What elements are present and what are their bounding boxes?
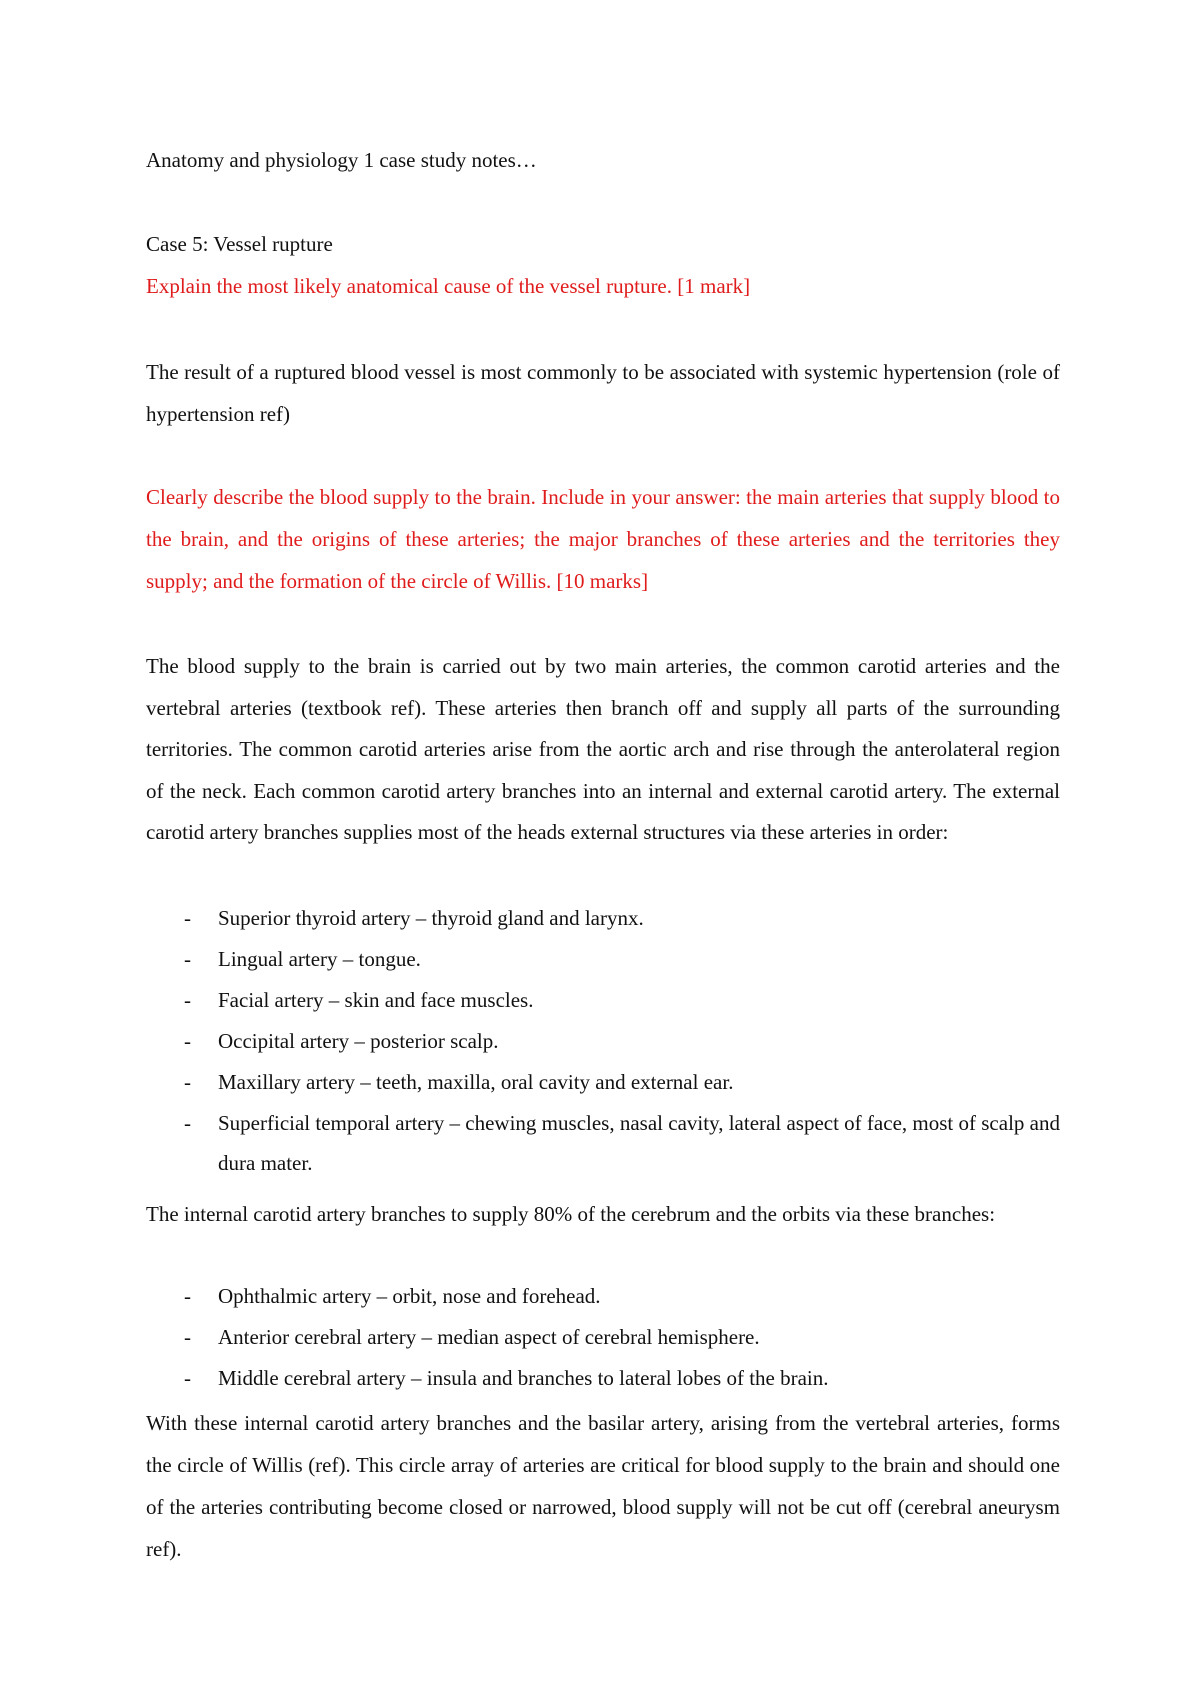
bullet-dash: - <box>184 947 191 971</box>
document-page <box>146 0 1060 1696</box>
list-item-text: Superficial temporal artery – chewing muscles, nasal cavity, lateral aspect of face, most of scalp and dura mater. <box>218 1111 1060 1175</box>
answer-1: The result of a ruptured blood vessel is most commonly to be associated with systemic hypertension (role of hypertension ref) <box>146 360 1060 426</box>
internal-carotid-intro: The internal carotid artery branches to supply 80% of the cerebrum and the orbits via these branches: <box>146 1202 996 1226</box>
document-title: Anatomy and physiology 1 case study notes… <box>146 148 537 172</box>
list-item-text: Occipital artery – posterior scalp. <box>218 1029 499 1053</box>
list-item-text: Superior thyroid artery – thyroid gland and larynx. <box>218 906 644 930</box>
bullet-dash: - <box>184 1070 191 1094</box>
list-item-text: Anterior cerebral artery – median aspect of cerebral hemisphere. <box>218 1325 760 1349</box>
bullet-dash: - <box>184 1284 191 1308</box>
list-item-text: Lingual artery – tongue. <box>218 947 421 971</box>
bullet-dash: - <box>184 1111 191 1135</box>
list-item-text: Middle cerebral artery – insula and branches to lateral lobes of the brain. <box>218 1366 829 1390</box>
list-item <box>146 1062 1060 1103</box>
list-item <box>146 1276 1060 1317</box>
case-heading: Case 5: Vessel rupture <box>146 232 333 256</box>
list-item <box>146 1358 1060 1399</box>
list-item <box>146 1317 1060 1358</box>
external-carotid-branch-list <box>146 898 1060 1183</box>
list-item-text: Maxillary artery – teeth, maxilla, oral cavity and external ear. <box>218 1070 734 1094</box>
conclusion-paragraph: With these internal carotid artery branches and the basilar artery, arising from the vertebral arteries, forms the circle of Willis (ref). This circle array of arteries are critical for blood supply to the brain and should one of the arteries contributing become closed or narrowed, blood supply will not be cut off (cerebral aneurysm ref). <box>146 1411 1060 1561</box>
bullet-dash: - <box>184 1366 191 1390</box>
list-item <box>146 1021 1060 1062</box>
internal-carotid-branch-list <box>146 1276 1060 1399</box>
bullet-dash: - <box>184 1029 191 1053</box>
bullet-dash: - <box>184 1325 191 1349</box>
bullet-dash: - <box>184 988 191 1012</box>
list-item <box>146 1103 1060 1183</box>
bullet-dash: - <box>184 906 191 930</box>
list-item <box>146 939 1060 980</box>
list-item-text: Ophthalmic artery – orbit, nose and forehead. <box>218 1284 601 1308</box>
question-2: Clearly describe the blood supply to the brain. Include in your answer: the main arteries that supply blood to the brain, and the origins of these arteries; the major branches of these arteries and the territories they supply; and the formation of the circle of Willis. [10 marks] <box>146 485 1060 593</box>
question-1: Explain the most likely anatomical cause of the vessel rupture. [1 mark] <box>146 274 751 298</box>
list-item <box>146 898 1060 939</box>
answer-2-intro: The blood supply to the brain is carried out by two main arteries, the common carotid arteries and the vertebral arteries (textbook ref). These arteries then branch off and supply all parts of the surrounding territories. The common carotid arteries arise from the aortic arch and rise through the anterolateral region of the neck. Each common carotid artery branches into an internal and external carotid artery. The external carotid artery branches supplies most of the heads external structures via these arteries in order: <box>146 654 1060 844</box>
list-item <box>146 980 1060 1021</box>
list-item-text: Facial artery – skin and face muscles. <box>218 988 534 1012</box>
